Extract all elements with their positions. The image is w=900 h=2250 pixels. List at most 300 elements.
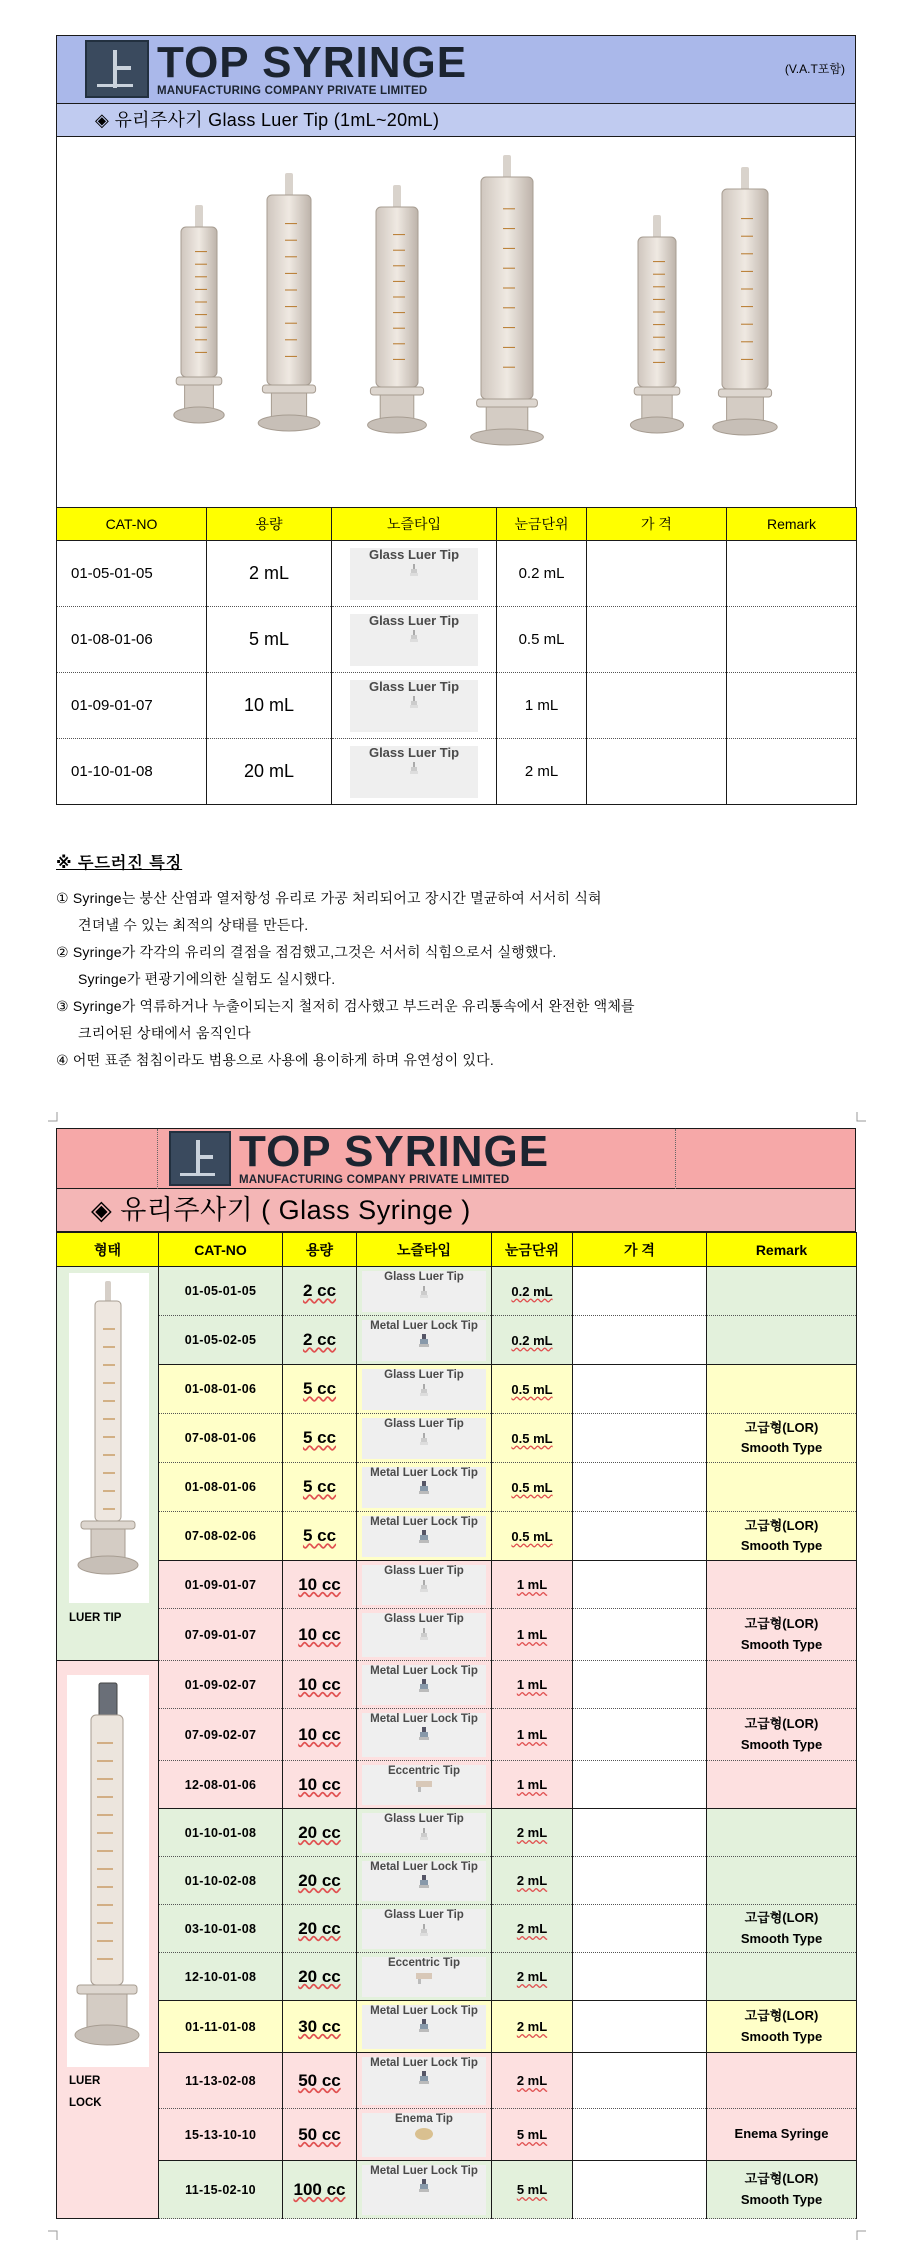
capacity: 5 mL	[207, 607, 332, 673]
nozzle-tip-icon	[414, 1579, 434, 1593]
graduation-text: 5 mL	[516, 2182, 548, 2197]
cat-no: 12-08-01-06	[159, 1761, 283, 1809]
nozzle-tip-icon	[414, 1383, 434, 1397]
table-row	[57, 1857, 857, 1905]
brand-subtitle: MANUFACTURING COMPANY PRIVATE LIMITED	[239, 1174, 510, 1187]
table-row	[57, 1761, 857, 1809]
graduation	[492, 1267, 573, 1316]
graduation	[492, 1709, 573, 1761]
company-logo	[85, 37, 468, 98]
column-header: Remark	[727, 508, 857, 541]
cat-no: 11-15-02-10	[159, 2161, 283, 2219]
graduation-text: 0.2 mL	[511, 1283, 553, 1299]
capacity-text: 5 cc	[302, 1477, 337, 1496]
remark	[707, 1561, 857, 1609]
graduation	[492, 1661, 573, 1709]
feature-line: ② Syringe가 각각의 유리의 결점을 점검했고,그것은 서서히 식힘으로서 실행했다.	[56, 944, 557, 960]
price	[573, 2109, 707, 2161]
price	[573, 1857, 707, 1905]
nozzle-type-cell	[357, 2001, 492, 2053]
remark-text: 고급형(LOR) Smooth Type	[740, 1716, 823, 1752]
capacity-text: 10 cc	[298, 1724, 341, 1744]
graduation	[492, 2001, 573, 2053]
capacity-text: 50 cc	[298, 2070, 341, 2090]
nozzle-type-image	[362, 2113, 486, 2157]
table-row	[57, 2053, 857, 2109]
price	[573, 1661, 707, 1709]
table-row	[57, 1316, 857, 1365]
nozzle-tip-icon	[414, 1432, 434, 1446]
nozzle-tip-icon	[414, 1334, 434, 1348]
table-row	[57, 1905, 857, 1953]
graduation	[492, 1809, 573, 1857]
price	[587, 739, 727, 805]
column-header: 형태	[57, 1233, 159, 1267]
logo-mark-icon	[85, 40, 149, 98]
capacity	[283, 2001, 357, 2053]
cat-no: 01-10-02-08	[159, 1857, 283, 1905]
nozzle-type-label: Glass Luer Tip	[384, 1270, 464, 1283]
product-sheet-glass-luer-tip	[56, 35, 856, 805]
nozzle-type-label: Glass Luer Tip	[368, 613, 460, 628]
feature-line: ① Syringe는 붕산 산염과 열저항성 유리로 가공 처리되어고 장시간 멸균하여 서서히 식혀	[56, 890, 602, 906]
feature-line: ④ 어떤 표준 첨침이라도 범용으로 사용에 용이하게 하며 유연성이 있다.	[56, 1052, 494, 1068]
capacity-text: 10 cc	[298, 1774, 341, 1794]
capacity	[283, 1365, 357, 1414]
remark	[707, 2053, 857, 2109]
remark	[727, 541, 857, 607]
price	[587, 673, 727, 739]
graduation	[492, 2053, 573, 2109]
graduation	[492, 1561, 573, 1609]
nozzle-tip-icon	[414, 1679, 434, 1693]
capacity-text: 20 cc	[298, 1966, 341, 1986]
graduation	[492, 1365, 573, 1414]
nozzle-type-image	[362, 1418, 486, 1459]
nozzle-type-cell	[357, 1809, 492, 1857]
capacity-text: 5 cc	[302, 1428, 337, 1447]
column-header: CAT-NO	[159, 1233, 283, 1267]
remark	[707, 1316, 857, 1365]
nozzle-type-image	[362, 2165, 486, 2215]
capacity: 20 mL	[207, 739, 332, 805]
nozzle-type-label: Metal Luer Lock Tip	[370, 1466, 478, 1479]
nozzle-type-label: Enema Tip	[395, 2112, 453, 2125]
remark	[707, 1365, 857, 1414]
graduation-text: 1 mL	[516, 1777, 548, 1792]
cat-no: 07-09-01-07	[159, 1609, 283, 1661]
price	[573, 1316, 707, 1365]
table-row	[57, 673, 857, 739]
graduation-text: 0.5 mL	[511, 1430, 553, 1446]
table-row	[57, 1609, 857, 1661]
nozzle-type-cell	[357, 1661, 492, 1709]
price	[573, 2161, 707, 2219]
nozzle-type-cell	[357, 1414, 492, 1463]
capacity	[283, 1905, 357, 1953]
nozzle-type-cell	[332, 739, 497, 805]
price-table-2	[56, 1232, 857, 2219]
nozzle-type-cell	[357, 1709, 492, 1761]
capacity-text: 50 cc	[298, 2124, 341, 2144]
column-header: Remark	[707, 1233, 857, 1267]
nozzle-type-label: Metal Luer Lock Tip	[370, 2056, 478, 2069]
cat-no: 01-09-01-07	[57, 673, 207, 739]
brand-header	[56, 35, 856, 103]
remark	[707, 1761, 857, 1809]
capacity-text: 10 cc	[298, 1674, 341, 1694]
price	[573, 1414, 707, 1463]
brand-name: TOP SYRINGE	[157, 37, 468, 87]
nozzle-type-image	[350, 680, 478, 732]
nozzle-type-cell	[357, 2161, 492, 2219]
nozzle-type-label: Glass Luer Tip	[384, 1417, 464, 1430]
nozzle-type-image	[350, 746, 478, 798]
nozzle-type-cell	[332, 607, 497, 673]
product-sheet-glass-syringe	[56, 1128, 856, 2219]
graduation: 0.5 mL	[497, 607, 587, 673]
features-heading: ※ 두드러진 특징	[56, 855, 183, 872]
remark	[707, 1709, 857, 1761]
nozzle-tip-icon	[414, 1727, 434, 1741]
graduation-text: 0.2 mL	[511, 1332, 553, 1348]
column-header: 눈금단위	[497, 508, 587, 541]
capacity: 2 mL	[207, 541, 332, 607]
capacity	[283, 1561, 357, 1609]
nozzle-tip-icon	[414, 1875, 434, 1889]
remark-text: 고급형(LOR) Smooth Type	[740, 1419, 823, 1455]
syringes-photo	[57, 137, 854, 507]
capacity	[283, 2109, 357, 2161]
capacity	[283, 2053, 357, 2109]
capacity-text: 20 cc	[298, 1822, 341, 1842]
brand-subtitle: MANUFACTURING COMPANY PRIVATE LIMITED	[157, 84, 428, 97]
cat-no: 11-13-02-08	[159, 2053, 283, 2109]
nozzle-type-image	[362, 1271, 486, 1312]
features-section	[56, 850, 856, 1074]
nozzle-type-label: Metal Luer Lock Tip	[370, 2004, 478, 2017]
cat-no: 15-13-10-10	[159, 2109, 283, 2161]
capacity-text: 30 cc	[298, 2016, 341, 2036]
remark	[707, 1857, 857, 1905]
graduation: 0.2 mL	[497, 541, 587, 607]
remark-text: Enema Syringe	[734, 2126, 829, 2142]
remark-text: 고급형(LOR) Smooth Type	[740, 2171, 823, 2207]
nozzle-tip-icon	[414, 1779, 434, 1793]
capacity: 10 mL	[207, 673, 332, 739]
table-row	[57, 1267, 857, 1316]
graduation-text: 2 mL	[516, 1969, 548, 1984]
corner-mark-icon	[856, 1112, 866, 1122]
feature-line: 견뎌낼 수 있는 최적의 상태를 만든다.	[78, 917, 309, 933]
nozzle-type-image	[362, 1713, 486, 1757]
nozzle-type-label: Glass Luer Tip	[368, 547, 460, 562]
price	[587, 607, 727, 673]
graduation-text: 0.5 mL	[511, 1479, 553, 1495]
nozzle-type-label: Eccentric Tip	[387, 1956, 460, 1969]
graduation	[492, 2161, 573, 2219]
nozzle-type-cell	[332, 541, 497, 607]
table-row	[57, 2001, 857, 2053]
nozzle-tip-icon	[414, 1285, 434, 1299]
nozzle-type-image	[362, 1467, 486, 1508]
nozzle-type-image	[362, 1909, 486, 1949]
cat-no: 01-10-01-08	[57, 739, 207, 805]
cat-no: 01-05-01-05	[57, 541, 207, 607]
corner-mark-icon	[48, 2230, 58, 2240]
cat-no: 01-08-01-06	[159, 1463, 283, 1512]
capacity-text: 5 cc	[302, 1379, 337, 1398]
capacity	[283, 1463, 357, 1512]
nozzle-type-cell	[357, 2053, 492, 2109]
remark	[707, 1414, 857, 1463]
nozzle-type-cell	[357, 2109, 492, 2161]
price	[587, 541, 727, 607]
nozzle-type-image	[362, 1765, 486, 1805]
price	[573, 1512, 707, 1561]
nozzle-type-image	[362, 1813, 486, 1853]
table-row	[57, 607, 857, 673]
luer-tip-syringe-image	[57, 1267, 156, 1637]
capacity	[283, 1709, 357, 1761]
price	[573, 1953, 707, 2001]
nozzle-type-cell	[357, 1609, 492, 1661]
feature-line: Syringe가 편광기에의한 실험도 실시했다.	[78, 971, 336, 987]
graduation	[492, 2109, 573, 2161]
capacity-text: 20 cc	[298, 1918, 341, 1938]
nozzle-tip-icon	[414, 2179, 434, 2193]
column-header: 노즐타입	[332, 508, 497, 541]
cat-no: 07-08-02-06	[159, 1512, 283, 1561]
remark	[707, 2161, 857, 2219]
logo-mark-icon	[169, 1131, 231, 1186]
nozzle-type-image	[362, 1565, 486, 1605]
nozzle-type-label: Glass Luer Tip	[368, 679, 460, 694]
luer-lock-syringe-image	[57, 1661, 156, 2101]
nozzle-type-image	[362, 1665, 486, 1705]
price	[573, 1561, 707, 1609]
table-row	[57, 2109, 857, 2161]
cat-no: 12-10-01-08	[159, 1953, 283, 2001]
column-header: 용량	[207, 508, 332, 541]
graduation: 2 mL	[497, 739, 587, 805]
graduation-text: 1 mL	[516, 1727, 548, 1742]
nozzle-type-image	[362, 1516, 486, 1557]
nozzle-type-label: Glass Luer Tip	[384, 1368, 464, 1381]
nozzle-type-label: Metal Luer Lock Tip	[370, 1515, 478, 1528]
table-row	[57, 739, 857, 805]
nozzle-tip-icon	[414, 2127, 434, 2141]
graduation	[492, 1316, 573, 1365]
nozzle-type-cell	[357, 1267, 492, 1316]
capacity-text: 20 cc	[298, 1870, 341, 1890]
graduation-text: 1 mL	[516, 1677, 548, 1692]
remark-text: 고급형(LOR) Smooth Type	[740, 1616, 823, 1652]
graduation-text: 2 mL	[516, 1825, 548, 1840]
corner-mark-icon	[856, 2230, 866, 2240]
cat-no: 07-08-01-06	[159, 1414, 283, 1463]
column-header: 가 격	[573, 1233, 707, 1267]
capacity	[283, 1414, 357, 1463]
remark	[707, 1809, 857, 1857]
cat-no: 01-05-01-05	[159, 1267, 283, 1316]
luer-lock-label-line2: LOCK	[69, 2097, 102, 2109]
graduation	[492, 1761, 573, 1809]
price	[573, 1267, 707, 1316]
graduation	[492, 1905, 573, 1953]
nozzle-type-label: Eccentric Tip	[387, 1764, 460, 1777]
cat-no: 01-08-01-06	[57, 607, 207, 673]
cat-no: 01-08-01-06	[159, 1365, 283, 1414]
nozzle-type-label: Metal Luer Lock Tip	[370, 1664, 478, 1677]
table-row	[57, 1809, 857, 1857]
table-row	[57, 1414, 857, 1463]
remark	[707, 2109, 857, 2161]
nozzle-type-label: Glass Luer Tip	[384, 1564, 464, 1577]
price	[573, 1905, 707, 1953]
price	[573, 1463, 707, 1512]
graduation-text: 2 mL	[516, 2019, 548, 2034]
graduation-text: 1 mL	[516, 1627, 548, 1642]
remark	[707, 1953, 857, 2001]
remark-text: 고급형(LOR) Smooth Type	[740, 1910, 823, 1946]
capacity	[283, 1267, 357, 1316]
capacity	[283, 1761, 357, 1809]
remark	[707, 1609, 857, 1661]
column-header: CAT-NO	[57, 508, 207, 541]
cat-no: 01-10-01-08	[159, 1809, 283, 1857]
nozzle-type-cell	[332, 673, 497, 739]
remark	[707, 1905, 857, 1953]
nozzle-type-image	[362, 1861, 486, 1901]
capacity-text: 10 cc	[298, 1574, 341, 1594]
remark	[727, 739, 857, 805]
graduation	[492, 1512, 573, 1561]
nozzle-type-cell	[357, 1953, 492, 2001]
nozzle-type-image	[362, 1957, 486, 1997]
graduation-text: 2 mL	[516, 1873, 548, 1888]
nozzle-type-image	[350, 614, 478, 666]
luer-lock-image-cell	[57, 1661, 159, 2219]
nozzle-tip-icon	[414, 2071, 434, 2085]
nozzle-tip-icon	[414, 1971, 434, 1985]
nozzle-type-cell	[357, 1905, 492, 1953]
capacity	[283, 1953, 357, 2001]
table-row	[57, 2161, 857, 2219]
nozzle-tip-icon	[414, 1827, 434, 1841]
cat-no: 07-09-02-07	[159, 1709, 283, 1761]
remark	[707, 1512, 857, 1561]
nozzle-type-cell	[357, 1316, 492, 1365]
company-logo	[169, 1127, 550, 1187]
remark	[707, 1463, 857, 1512]
capacity-text: 100 cc	[293, 2179, 346, 2199]
nozzle-tip-icon	[404, 695, 424, 709]
nozzle-type-label: Glass Luer Tip	[368, 745, 460, 760]
remark	[707, 1267, 857, 1316]
nozzle-type-image	[362, 1320, 486, 1361]
vat-note: (V.A.T포함)	[784, 62, 845, 76]
remark	[707, 2001, 857, 2053]
remark	[727, 607, 857, 673]
remark-text: 고급형(LOR) Smooth Type	[740, 1517, 823, 1553]
price	[573, 2001, 707, 2053]
graduation	[492, 1414, 573, 1463]
nozzle-type-cell	[357, 1857, 492, 1905]
graduation	[492, 1609, 573, 1661]
brand-header-2	[56, 1128, 856, 1188]
graduation	[492, 1857, 573, 1905]
column-header: 노즐타입	[357, 1233, 492, 1267]
brand-name: TOP SYRINGE	[239, 1127, 550, 1177]
price	[573, 2053, 707, 2109]
graduation: 1 mL	[497, 673, 587, 739]
table-row	[57, 1561, 857, 1609]
cat-no: 01-05-02-05	[159, 1316, 283, 1365]
capacity	[283, 1809, 357, 1857]
cat-no: 03-10-01-08	[159, 1905, 283, 1953]
graduation-text: 2 mL	[516, 2073, 548, 2088]
luer-tip-image-cell	[57, 1267, 159, 1661]
capacity-text: 2 cc	[302, 1330, 337, 1349]
table-row	[57, 1661, 857, 1709]
table-row	[57, 1953, 857, 2001]
nozzle-type-label: Glass Luer Tip	[384, 1612, 464, 1625]
luer-lock-label-line1: LUER	[69, 2075, 101, 2087]
nozzle-tip-icon	[414, 1481, 434, 1495]
graduation	[492, 1953, 573, 2001]
graduation-text: 2 mL	[516, 1921, 548, 1936]
nozzle-type-image	[362, 1369, 486, 1410]
nozzle-type-label: Glass Luer Tip	[384, 1908, 464, 1921]
product-photo	[56, 137, 856, 507]
nozzle-type-cell	[357, 1365, 492, 1414]
cat-no: 01-09-02-07	[159, 1661, 283, 1709]
section-title-2: ◈ 유리주사기 ( Glass Syringe )	[56, 1188, 856, 1232]
section-title: ◈ 유리주사기 Glass Luer Tip (1mL~20mL)	[56, 103, 856, 137]
price	[573, 1761, 707, 1809]
nozzle-tip-icon	[414, 2019, 434, 2033]
remark	[707, 1661, 857, 1709]
price	[573, 1809, 707, 1857]
cat-no: 01-09-01-07	[159, 1561, 283, 1609]
nozzle-type-image	[362, 2057, 486, 2105]
nozzle-type-label: Metal Luer Lock Tip	[370, 1860, 478, 1873]
remark	[727, 673, 857, 739]
cat-no: 01-11-01-08	[159, 2001, 283, 2053]
price	[573, 1709, 707, 1761]
nozzle-type-image	[350, 548, 478, 600]
capacity	[283, 2161, 357, 2219]
nozzle-tip-icon	[404, 761, 424, 775]
table-row	[57, 1709, 857, 1761]
capacity	[283, 1857, 357, 1905]
table-row	[57, 1365, 857, 1414]
capacity	[283, 1609, 357, 1661]
graduation-text: 5 mL	[516, 2127, 548, 2142]
nozzle-type-label: Metal Luer Lock Tip	[370, 1319, 478, 1332]
nozzle-type-label: Metal Luer Lock Tip	[370, 2164, 478, 2177]
capacity	[283, 1512, 357, 1561]
nozzle-tip-icon	[404, 629, 424, 643]
graduation-text: 0.5 mL	[511, 1381, 553, 1397]
price	[573, 1365, 707, 1414]
corner-mark-icon	[48, 1112, 58, 1122]
column-header: 눈금단위	[492, 1233, 573, 1267]
capacity	[283, 1661, 357, 1709]
nozzle-tip-icon	[404, 563, 424, 577]
capacity-text: 2 cc	[302, 1281, 337, 1300]
